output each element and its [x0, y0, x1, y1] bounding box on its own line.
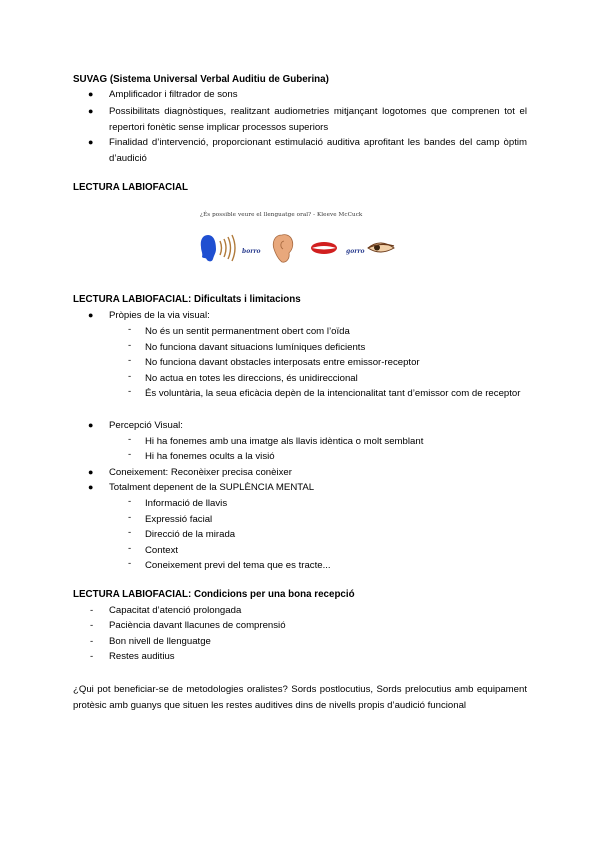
- list-item: Possibilitats diagnòstiques, realitzant audiometries mitjançant logotomes que comprenen tot el repertori fonètic sense implicar processos superiors: [109, 106, 527, 133]
- dash-marker: -: [90, 636, 94, 647]
- dash-marker: -: [128, 558, 132, 569]
- list-item: Totalment depenent de la SUPLÈNCIA MENTAL: [109, 482, 315, 493]
- list-item: No funciona davant obstacles interposats entre emissor-receptor: [145, 357, 420, 368]
- bullet-dot: ●: [88, 467, 94, 477]
- list-item: Coneixement: Reconèixer precisa conèixer: [109, 467, 292, 478]
- bullet-dot: ●: [88, 137, 94, 147]
- dash-marker: -: [128, 512, 132, 523]
- dash-marker: -: [128, 324, 132, 335]
- dash-marker: -: [128, 386, 132, 397]
- list-item: Capacitat d’atenció prolongada: [109, 605, 242, 616]
- list-item: No és un sentit permanentment obert com l’oïda: [145, 326, 350, 337]
- lips-icon: [311, 242, 337, 254]
- list-item: Bon nivell de llenguatge: [109, 636, 211, 647]
- closing-paragraph: ¿Qui pot beneficiar-se de metodologies oralistes? Sords postlocutius, Sords prelocutius amb equipament protèsic amb guanys que situen les restes auditives dins de nivells propis d’audició funcional: [73, 684, 527, 711]
- list-item: Restes auditius: [109, 651, 175, 662]
- difficulties-heading: LECTURA LABIOFACIAL: Dificultats i limitacions: [73, 294, 301, 305]
- head-icon: [201, 235, 216, 261]
- eye-icon: [368, 243, 394, 252]
- conditions-heading: LECTURA LABIOFACIAL: Condicions per una bona recepció: [73, 589, 355, 600]
- list-item: Informació de llavis: [145, 498, 228, 509]
- lipreading-figure: [198, 229, 398, 267]
- list-item: Direcció de la mirada: [145, 529, 236, 540]
- dash-marker: -: [128, 449, 132, 460]
- list-item: Hi ha fonemes amb una imatge als llavis idèntica o molt semblant: [145, 436, 424, 447]
- word-borro: borro: [242, 248, 261, 255]
- list-item: Context: [145, 545, 179, 556]
- list-item: Amplificador i filtrador de sons: [109, 89, 238, 100]
- word-gorro: gorro: [346, 248, 365, 255]
- figure-caption: ¿És possible veure el llenguatge oral? - Kleeve McCuck: [200, 212, 363, 218]
- dash-marker: -: [128, 340, 132, 351]
- list-item: No actua en totes les direccions, és unidireccional: [145, 373, 358, 384]
- list-item: Finalidad d’intervenció, proporcionant estimulació auditiva aprofitant les bandes del camp òptim d’audició: [109, 137, 527, 164]
- dash-marker: -: [90, 620, 94, 631]
- list-item: Pròpies de la via visual:: [109, 310, 210, 321]
- bullet-dot: ●: [88, 89, 94, 99]
- dash-marker: -: [128, 434, 132, 445]
- list-item: Percepció Visual:: [109, 420, 183, 431]
- dash-marker: -: [128, 371, 132, 382]
- suvag-heading: SUVAG (Sistema Universal Verbal Auditiu de Guberina): [73, 74, 329, 85]
- list-item: Coneixement previ del tema que es tracte...: [145, 560, 331, 571]
- list-item: És voluntària, la seua eficàcia depèn de la intencionalitat tant d’emissor com de receptor: [145, 388, 521, 399]
- list-item: Paciència davant llacunes de comprensió: [109, 620, 286, 631]
- dash-marker: -: [90, 651, 94, 662]
- list-item: No funciona davant situacions lumíniques deficients: [145, 342, 366, 353]
- dash-marker: -: [128, 527, 132, 538]
- list-item: Expressió facial: [145, 514, 213, 525]
- bullet-dot: ●: [88, 310, 94, 320]
- dash-marker: -: [128, 496, 132, 507]
- dash-marker: -: [90, 605, 94, 616]
- ear-icon: [273, 235, 292, 263]
- bullet-dot: ●: [88, 420, 94, 430]
- list-item: Hi ha fonemes ocults a la visió: [145, 451, 275, 462]
- sound-waves-icon: [220, 235, 235, 261]
- dash-marker: -: [128, 543, 132, 554]
- dash-marker: -: [128, 355, 132, 366]
- bullet-dot: ●: [88, 482, 94, 492]
- lectura-heading: LECTURA LABIOFACIAL: [73, 182, 189, 193]
- bullet-dot: ●: [88, 106, 94, 116]
